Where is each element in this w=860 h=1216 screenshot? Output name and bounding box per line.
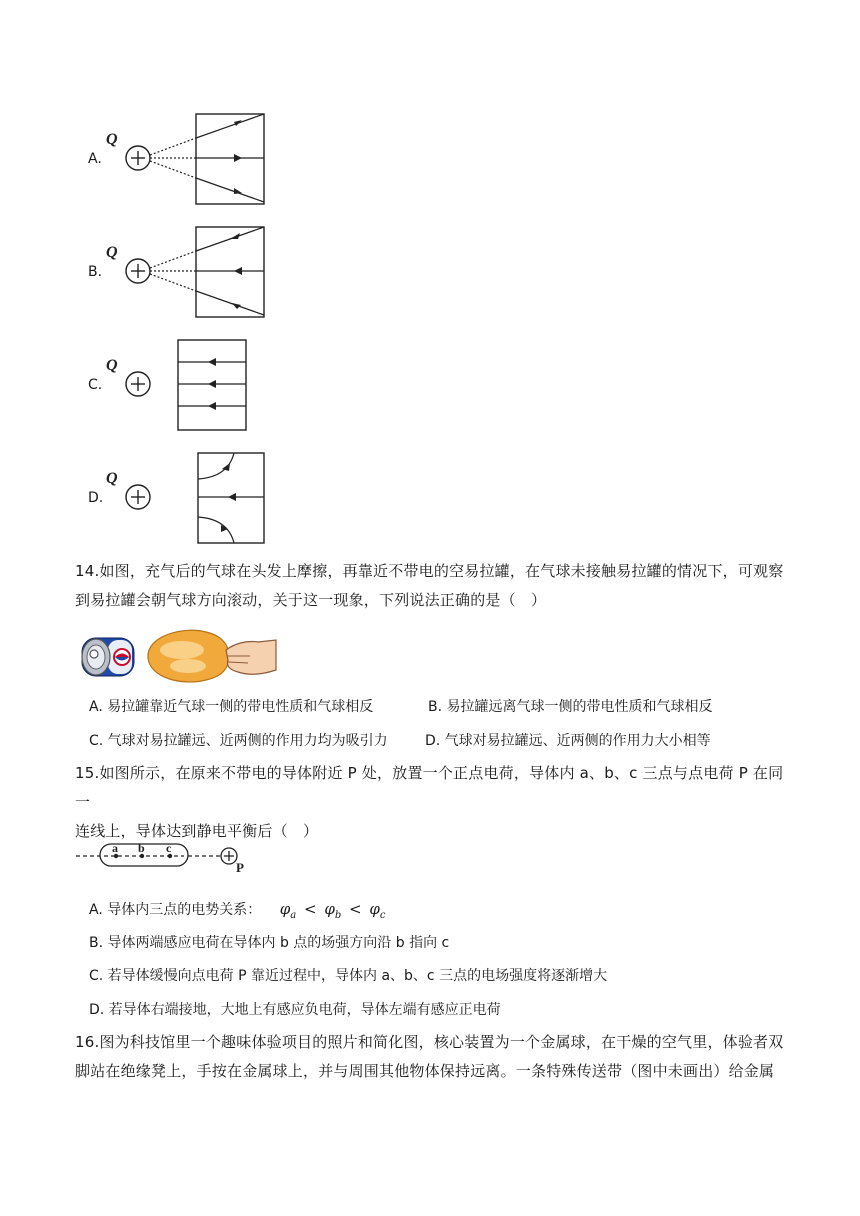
q14-stem-line1: 14.如图，充气后的气球在头发上摩擦，再靠近不带电的空易拉罐，在气球未接触易拉罐的情况下，可观察 bbox=[75, 562, 784, 580]
q15-option-b[interactable]: B. 导体两端感应电荷在导体内 b 点的场强方向沿 b 指向 c bbox=[89, 935, 450, 951]
balloon-icon bbox=[148, 630, 228, 682]
point-label-p: P bbox=[236, 860, 244, 875]
positive-charge-icon bbox=[126, 259, 150, 283]
q13-figure-b bbox=[88, 225, 278, 321]
q13-option-b[interactable] bbox=[88, 225, 278, 321]
q16-stem bbox=[75, 1028, 795, 1086]
q15-option-c[interactable]: C. 若导体缓慢向点电荷 P 靠近过程中，导体内 a、b、c 三点的电场强度将逐渐增大 bbox=[89, 968, 608, 984]
q13-figure-d bbox=[88, 451, 278, 547]
point-label-b: b bbox=[138, 841, 145, 855]
q15-figure bbox=[74, 836, 264, 876]
option-label: B. bbox=[88, 264, 103, 280]
point-label-c: c bbox=[166, 841, 172, 855]
q15-stem bbox=[75, 759, 795, 846]
point-label-a: a bbox=[112, 841, 118, 855]
charge-label-q: Q bbox=[106, 244, 118, 261]
q13-option-d[interactable] bbox=[88, 451, 278, 547]
q13-option-c[interactable] bbox=[88, 338, 278, 434]
soda-can-icon bbox=[82, 638, 134, 676]
hand-icon bbox=[226, 640, 276, 674]
q14-stem bbox=[75, 557, 795, 615]
q15-stem-line2: 连线上，导体达到静电平衡后（ ） bbox=[75, 822, 319, 840]
option-label: A. bbox=[88, 151, 102, 167]
q14-stem-line2: 到易拉罐会朝气球方向滚动，关于这一现象，下列说法正确的是（ ） bbox=[75, 591, 547, 609]
option-label: D. bbox=[88, 490, 104, 506]
positive-charge-icon bbox=[126, 372, 150, 396]
q14-option-c[interactable]: C. 气球对易拉罐远、近两侧的作用力均为吸引力 bbox=[89, 733, 388, 749]
q13-figure-c bbox=[88, 338, 278, 434]
charge-label-q: Q bbox=[106, 470, 118, 487]
q15-option-a[interactable] bbox=[89, 899, 386, 926]
positive-charge-icon bbox=[126, 485, 150, 509]
q14-option-d[interactable]: D. 气球对易拉罐远、近两侧的作用力大小相等 bbox=[425, 733, 711, 749]
q16-stem-line1: 16.图为科技馆里一个趣味体验项目的照片和简化图，核心装置为一个金属球，在干燥的空气里，体验者双 bbox=[75, 1033, 784, 1051]
q13-figure-a bbox=[88, 112, 278, 208]
q14-option-a[interactable]: A. 易拉罐靠近气球一侧的带电性质和气球相反 bbox=[89, 699, 374, 715]
charge-label-q: Q bbox=[106, 357, 118, 374]
q14-option-b[interactable]: B. 易拉罐远离气球一侧的带电性质和气球相反 bbox=[428, 699, 713, 715]
q16-stem-line2: 脚站在绝缘凳上，手按在金属球上，并与周围其他物体保持远离。一条特殊传送带（图中未画出）给金属 bbox=[75, 1062, 775, 1080]
charge-label-q: Q bbox=[106, 131, 118, 148]
q15-stem-line1: 15.如图所示，在原来不带电的导体附近 P 处，放置一个正点电荷，导体内 a、b、c 三点与点电荷 P 在同一 bbox=[75, 764, 784, 811]
q15-option-a-formula: $\varphi_a < \varphi_b < \varphi_c$ bbox=[279, 900, 386, 921]
q13-option-a[interactable] bbox=[88, 112, 278, 208]
option-label: C. bbox=[88, 377, 103, 393]
q15-option-d[interactable]: D. 若导体右端接地，大地上有感应负电荷，导体左端有感应正电荷 bbox=[89, 1002, 501, 1018]
positive-charge-icon bbox=[126, 146, 150, 170]
q14-figure bbox=[78, 626, 278, 686]
q15-option-a-text: A. 导体内三点的电势关系： bbox=[89, 902, 262, 918]
positive-charge-icon bbox=[221, 848, 237, 864]
